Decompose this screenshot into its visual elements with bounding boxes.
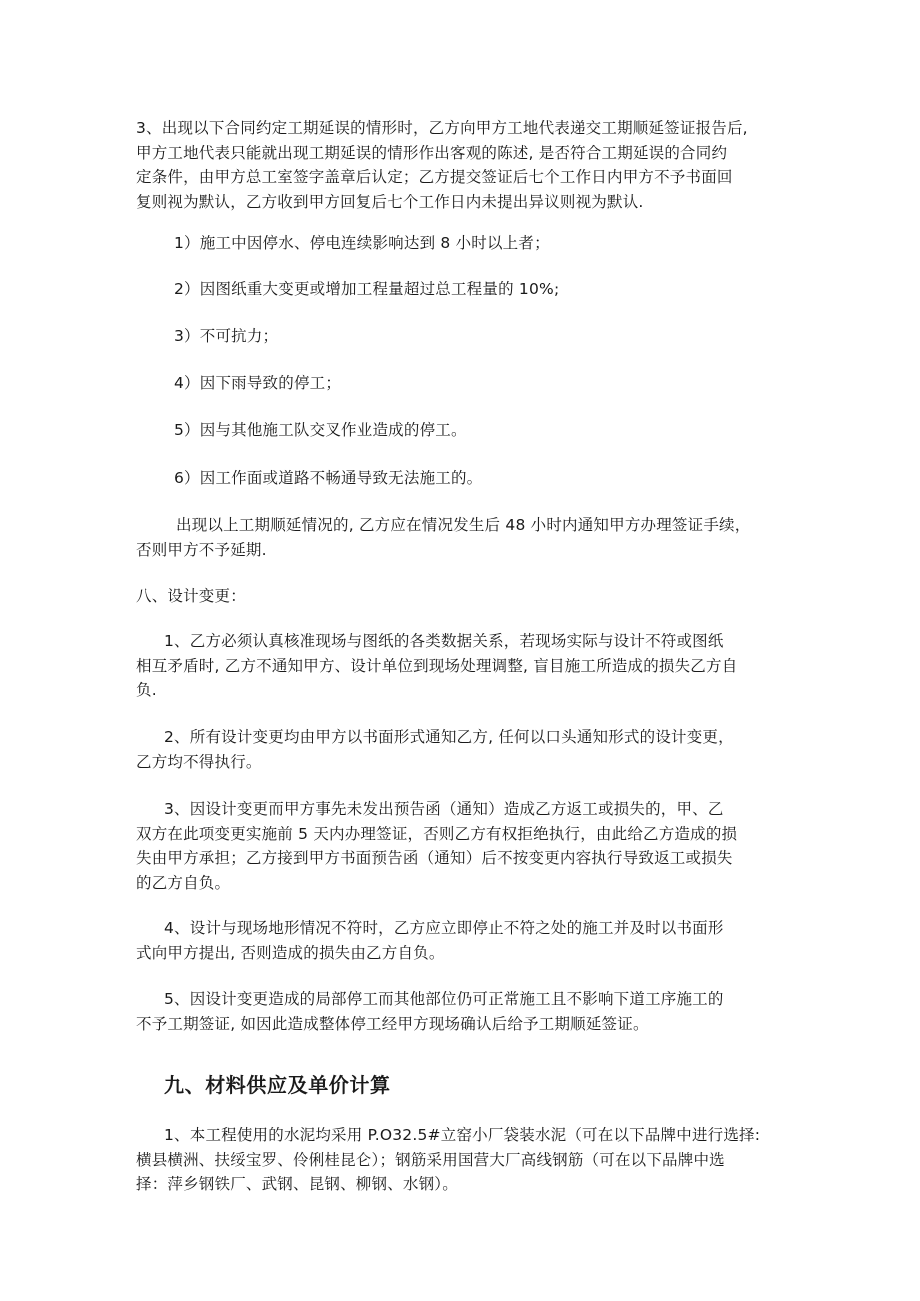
text-line: 式向甲方提出, 否则造成的损失由乙方自负。 — [136, 943, 445, 962]
text-line: 甲方工地代表只能就出现工期延误的情形作出客观的陈述, 是否符合工期延误的合同约 — [136, 143, 728, 162]
text-line: 2、所有设计变更均由甲方以书面形式通知乙方, 任何以口头通知形式的设计变更， — [164, 728, 734, 746]
delay-item-1: 1）施工中因停水、停电连续影响达到 8 小时以上者； — [174, 234, 550, 252]
text-line: 否则甲方不予延期. — [136, 540, 267, 559]
section-8-item-2 — [136, 725, 786, 774]
text-line: 相互矛盾时, 乙方不通知甲方、设计单位到现场处理调整, 盲目施工所造成的损失乙方自 — [136, 656, 738, 675]
text-line: 的乙方自负。 — [136, 873, 231, 892]
text-line: 3、因设计变更而甲方事先未发出预告函（通知）造成乙方返工或损失的，甲、乙 — [164, 800, 724, 818]
text-line: 3、出现以下合同约定工期延误的情形时，乙方向甲方工地代表递交工期顺延签证报告后, — [136, 119, 748, 137]
delay-item-2: 2）因图纸重大变更或增加工程量超过总工程量的 10%; — [174, 280, 560, 298]
delay-notice-paragraph — [136, 513, 786, 562]
section-9-item-1 — [136, 1123, 786, 1197]
section-8-item-4 — [136, 916, 786, 965]
text-line: 负. — [136, 681, 157, 699]
text-line: 5、因设计变更造成的局部停工而其他部位仍可正常施工且不影响下道工序施工的 — [164, 990, 724, 1008]
text-line: 复则视为默认，乙方收到甲方回复后七个工作日内未提出异议则视为默认. — [136, 192, 644, 211]
text-line: 双方在此项变更实施前 5 天内办理签证，否则乙方有权拒绝执行，由此给乙方造成的损 — [136, 824, 738, 843]
text-line: 出现以上工期顺延情况的, 乙方应在情况发生后 48 小时内通知甲方办理签证手续， — [176, 516, 751, 534]
section-8-item-1 — [136, 629, 786, 703]
text-line: 横县横洲、扶绥宝罗、伶俐桂昆仑）；钢筋采用国营大厂高线钢筋（可在以下品牌中选 — [136, 1150, 725, 1169]
text-line: 不予工期签证, 如因此造成整体停工经甲方现场确认后给予工期顺延签证。 — [136, 1014, 649, 1033]
delay-item-3: 3）不可抗力； — [174, 327, 279, 345]
section-8-title: 八、设计变更： — [136, 587, 246, 605]
section-8-item-5 — [136, 987, 786, 1036]
text-line: 择：萍乡钢铁厂、武钢、昆钢、柳钢、水钢）。 — [136, 1175, 458, 1193]
clause-3-paragraph — [136, 116, 786, 214]
delay-item-6: 6）因工作面或道路不畅通导致无法施工的。 — [174, 469, 483, 487]
text-line: 1、本工程使用的水泥均采用 P.O32.5#立窑小厂袋装水泥（可在以下品牌中进行选择: — [164, 1126, 761, 1144]
text-line: 失由甲方承担；乙方接到甲方书面预告函（通知）后不按变更内容执行导致返工或损失 — [136, 849, 733, 867]
text-line: 乙方均不得执行。 — [136, 752, 262, 771]
text-line: 1、乙方必须认真核准现场与图纸的各类数据关系，若现场实际与设计不符或图纸 — [164, 632, 724, 650]
delay-item-4: 4）因下雨导致的停工； — [174, 374, 342, 392]
section-9-heading: 九、材料供应及单价计算 — [164, 1073, 391, 1097]
section-8-item-3 — [136, 797, 786, 895]
text-line: 4、设计与现场地形情况不符时，乙方应立即停止不符之处的施工并及时以书面形 — [164, 919, 724, 937]
delay-item-5: 5）因与其他施工队交叉作业造成的停工。 — [174, 421, 467, 439]
text-line: 定条件，由甲方总工室签字盖章后认定；乙方提交签证后七个工作日内甲方不予书面回 — [136, 168, 733, 186]
